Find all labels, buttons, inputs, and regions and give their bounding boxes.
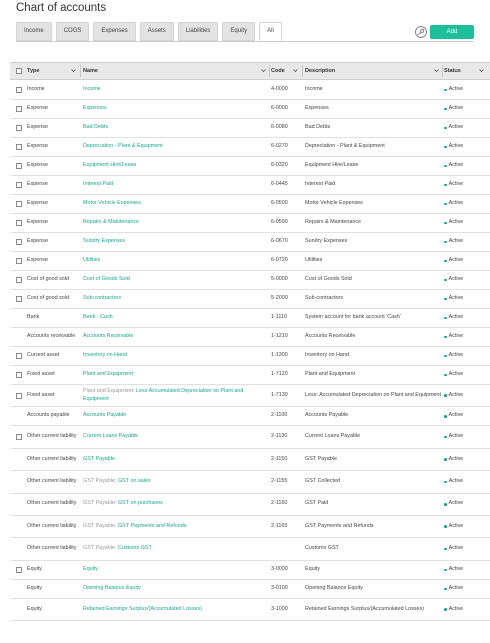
column-divider bbox=[80, 65, 81, 77]
account-type: Bank bbox=[27, 314, 40, 321]
account-code: 2-1150 bbox=[271, 455, 288, 462]
add-account-button[interactable]: Add bbox=[430, 25, 474, 39]
column-divider bbox=[302, 65, 303, 77]
status-text: Active bbox=[448, 565, 464, 572]
account-name-link[interactable]: Accounts Payable bbox=[83, 412, 127, 419]
account-code: 6-0000 bbox=[271, 105, 288, 112]
row-checkbox[interactable] bbox=[16, 434, 22, 440]
account-name-link[interactable]: Motor Vehicle Expenses bbox=[83, 200, 141, 207]
page-title: Chart of accounts bbox=[16, 2, 107, 14]
account-type: Income bbox=[27, 86, 45, 93]
tab-liabilities[interactable]: Liabilities bbox=[178, 22, 219, 41]
chevron-down-icon[interactable] bbox=[261, 68, 266, 73]
account-name-cell bbox=[83, 271, 269, 289]
account-type: Cost of good sold bbox=[27, 295, 69, 302]
account-code: 1-1110 bbox=[271, 314, 287, 321]
row-checkbox[interactable] bbox=[16, 277, 22, 283]
status-cell bbox=[444, 233, 488, 251]
account-name-link[interactable]: GST Payable bbox=[83, 455, 115, 462]
account-code: 1-1210 bbox=[271, 333, 288, 340]
account-name-cell bbox=[83, 290, 269, 308]
status-text: Active bbox=[448, 219, 464, 226]
status-dot-icon bbox=[444, 458, 447, 461]
account-type: Fixed asset bbox=[27, 391, 55, 398]
account-name-cell bbox=[83, 252, 269, 270]
account-type: Other current liability bbox=[27, 455, 77, 462]
account-code: 4-0000 bbox=[271, 86, 288, 93]
account-type: Expense bbox=[27, 200, 48, 207]
account-type: Other current liability bbox=[27, 500, 77, 507]
account-description: Inventory on Hand bbox=[305, 352, 350, 359]
account-description: GST Payable bbox=[305, 455, 337, 462]
account-name-cell bbox=[83, 100, 269, 118]
account-type: Other current liability bbox=[27, 522, 77, 529]
account-description: System account for bank account 'Cash' bbox=[305, 314, 401, 321]
account-name-cell bbox=[83, 580, 269, 598]
account-code: 6-0670 bbox=[271, 238, 288, 245]
row-checkbox[interactable] bbox=[16, 87, 22, 93]
parent-account-label: GST Payable: bbox=[83, 500, 118, 507]
account-code: 6-0270 bbox=[271, 143, 288, 150]
table-row[interactable] bbox=[10, 449, 490, 471]
account-name-link[interactable]: GST Payments and Refunds bbox=[117, 522, 187, 529]
status-dot-icon bbox=[444, 525, 447, 528]
status-cell bbox=[444, 516, 488, 537]
table-row[interactable] bbox=[10, 471, 490, 493]
status-cell bbox=[444, 81, 488, 99]
status-cell bbox=[444, 599, 488, 620]
row-checkbox[interactable] bbox=[16, 567, 22, 573]
status-text: Active bbox=[448, 545, 464, 552]
parent-account-label: GST Payable: bbox=[83, 477, 118, 484]
account-name-link[interactable]: Opening Balance Equity bbox=[83, 584, 141, 591]
status-dot-icon bbox=[444, 317, 447, 320]
status-cell bbox=[444, 385, 488, 406]
table-row[interactable] bbox=[10, 328, 490, 347]
status-text: Active bbox=[448, 295, 464, 302]
account-name-cell bbox=[83, 328, 269, 346]
status-dot-icon bbox=[444, 569, 447, 572]
account-name-link[interactable]: Income bbox=[83, 86, 101, 93]
table-row[interactable] bbox=[10, 100, 490, 119]
row-checkbox[interactable] bbox=[16, 353, 22, 359]
account-code: 2-1130 bbox=[271, 433, 288, 440]
table-row[interactable] bbox=[10, 271, 490, 290]
account-name-link[interactable]: Current Loans Payable bbox=[83, 433, 139, 440]
table-row[interactable] bbox=[10, 290, 490, 309]
account-type: Equity bbox=[27, 565, 42, 572]
table-row[interactable] bbox=[10, 426, 490, 448]
status-cell bbox=[444, 561, 488, 579]
account-name-link[interactable]: Repairs & Maintenance bbox=[83, 219, 140, 226]
account-name-link[interactable]: Sundry Expenses bbox=[83, 238, 126, 245]
status-cell bbox=[444, 119, 488, 137]
status-dot-icon bbox=[444, 503, 447, 506]
account-name-cell bbox=[83, 309, 269, 327]
table-row[interactable] bbox=[10, 157, 490, 176]
account-description: Customs GST bbox=[305, 545, 339, 552]
status-dot-icon bbox=[444, 355, 447, 358]
account-code: 3-0000 bbox=[271, 565, 288, 572]
status-dot-icon bbox=[444, 203, 447, 206]
account-name-link[interactable]: Depreciation - Plant & Equipment bbox=[83, 143, 163, 150]
status-text: Active bbox=[448, 257, 464, 264]
account-name-link[interactable]: Equity bbox=[83, 565, 98, 572]
account-code: 6-0080 bbox=[271, 124, 288, 131]
status-cell bbox=[444, 271, 488, 289]
status-dot-icon bbox=[444, 165, 447, 168]
account-name-link[interactable]: Expenses bbox=[83, 105, 107, 112]
status-dot-icon bbox=[444, 336, 447, 339]
table-row[interactable] bbox=[10, 138, 490, 157]
account-code: 1-7130 bbox=[271, 391, 288, 398]
chevron-down-icon[interactable] bbox=[293, 68, 298, 73]
status-text: Active bbox=[448, 455, 464, 462]
table-row[interactable] bbox=[10, 407, 490, 426]
table-row[interactable] bbox=[10, 347, 490, 366]
chevron-down-icon[interactable] bbox=[479, 68, 484, 73]
account-name-link[interactable]: Accounts Receivable bbox=[83, 333, 134, 340]
account-name-cell bbox=[83, 516, 269, 537]
status-cell bbox=[444, 138, 488, 156]
account-name-cell bbox=[83, 538, 269, 559]
status-text: Active bbox=[448, 181, 464, 188]
account-name-cell bbox=[83, 385, 269, 406]
account-name-cell bbox=[83, 494, 269, 515]
parent-account-label: GST Payable: bbox=[83, 545, 118, 552]
status-text: Active bbox=[448, 124, 464, 131]
status-dot-icon bbox=[444, 394, 447, 397]
status-cell bbox=[444, 214, 488, 232]
status-cell bbox=[444, 290, 488, 308]
column-divider bbox=[269, 65, 270, 77]
account-description: Retained Earnings Surplus/(Accumulated Losses) bbox=[305, 605, 424, 612]
tab-assets[interactable]: Assets bbox=[140, 22, 174, 41]
account-code: 5-0000 bbox=[271, 276, 288, 283]
account-code: 6-0320 bbox=[271, 162, 288, 169]
status-text: Active bbox=[448, 412, 464, 419]
account-name-cell bbox=[83, 426, 269, 447]
select-all-checkbox[interactable] bbox=[16, 68, 22, 74]
account-description: GST Collected bbox=[305, 477, 340, 484]
account-name-cell bbox=[83, 471, 269, 492]
account-description: Equity bbox=[305, 565, 320, 572]
status-dot-icon bbox=[444, 298, 447, 301]
status-text: Active bbox=[448, 500, 464, 507]
table-row[interactable] bbox=[10, 494, 490, 516]
column-header-name[interactable]: Name bbox=[83, 68, 98, 74]
account-description: Expenses bbox=[305, 105, 329, 112]
status-text: Active bbox=[448, 333, 464, 340]
account-code: 3-0100 bbox=[271, 584, 288, 591]
status-text: Active bbox=[448, 276, 464, 283]
status-text: Active bbox=[448, 238, 464, 245]
account-name-link[interactable]: Interest Paid bbox=[83, 181, 114, 188]
account-name-link[interactable]: Retained Earnings Surplus/(Accumulated Losses) bbox=[83, 605, 202, 612]
account-code: 3-1000 bbox=[271, 605, 288, 612]
status-dot-icon bbox=[444, 241, 447, 244]
account-type-tabs bbox=[16, 22, 282, 41]
account-name-link[interactable]: Plant and Equipment bbox=[83, 371, 134, 378]
tab-cogs[interactable]: COGS bbox=[56, 22, 90, 41]
account-name-cell bbox=[83, 449, 269, 470]
status-cell bbox=[444, 426, 488, 447]
status-dot-icon bbox=[444, 184, 447, 187]
status-dot-icon bbox=[444, 108, 447, 111]
row-checkbox[interactable] bbox=[16, 106, 22, 112]
tab-equity[interactable]: Equity bbox=[222, 22, 255, 41]
status-dot-icon bbox=[444, 415, 447, 418]
status-dot-icon bbox=[444, 374, 447, 377]
account-type: Accounts payable bbox=[27, 412, 70, 419]
table-row[interactable] bbox=[10, 195, 490, 214]
account-name-cell bbox=[83, 176, 269, 194]
account-name-link[interactable]: Utilities bbox=[83, 257, 101, 264]
status-cell bbox=[444, 195, 488, 213]
status-text: Active bbox=[448, 522, 464, 529]
account-code: 2-1100 bbox=[271, 412, 288, 419]
account-name-cell bbox=[83, 81, 269, 99]
account-name-link[interactable]: Bad Debts bbox=[83, 124, 109, 131]
status-cell bbox=[444, 449, 488, 470]
account-type: Expense bbox=[27, 257, 48, 264]
row-checkbox[interactable] bbox=[16, 201, 22, 207]
column-header-type[interactable]: Type bbox=[27, 68, 40, 74]
account-name-cell bbox=[83, 233, 269, 251]
status-cell bbox=[444, 309, 488, 327]
status-cell bbox=[444, 100, 488, 118]
account-name-link[interactable]: Bank - Cash bbox=[83, 314, 113, 321]
status-text: Active bbox=[448, 477, 464, 484]
account-type: Expense bbox=[27, 181, 48, 188]
status-dot-icon bbox=[444, 146, 447, 149]
account-type: Other current liability bbox=[27, 433, 77, 440]
status-dot-icon bbox=[444, 436, 447, 439]
account-code: 2-1165 bbox=[271, 522, 288, 529]
account-code: 6-0500 bbox=[271, 200, 288, 207]
status-dot-icon bbox=[444, 127, 447, 130]
status-text: Active bbox=[448, 352, 464, 359]
account-type: Accounts receivable bbox=[27, 333, 76, 340]
status-cell bbox=[444, 580, 488, 598]
table-row[interactable] bbox=[10, 580, 490, 599]
status-dot-icon bbox=[444, 89, 447, 92]
status-text: Active bbox=[448, 371, 464, 378]
status-dot-icon bbox=[444, 222, 447, 225]
account-name-cell bbox=[83, 407, 269, 425]
account-description: Cost of Goods Sold bbox=[305, 276, 352, 283]
table-row[interactable] bbox=[10, 233, 490, 252]
account-type: Expense bbox=[27, 105, 48, 112]
settings-button[interactable] bbox=[415, 26, 427, 38]
tab-divider bbox=[16, 41, 474, 42]
account-description: Accounts Payable bbox=[305, 412, 349, 419]
account-code: 6-0445 bbox=[271, 181, 288, 188]
account-type: Expense bbox=[27, 162, 48, 169]
account-name-link[interactable]: Cost of Goods Sold bbox=[83, 276, 130, 283]
account-description: Bad Debts bbox=[305, 124, 331, 131]
account-name-cell bbox=[83, 195, 269, 213]
status-text: Active bbox=[448, 433, 464, 440]
account-name-link[interactable]: GST on purchases bbox=[117, 500, 163, 507]
account-name-cell bbox=[83, 119, 269, 137]
column-header-status[interactable]: Status bbox=[444, 68, 461, 74]
account-description: Repairs & Maintenance bbox=[305, 219, 362, 226]
status-text: Active bbox=[448, 605, 464, 612]
status-dot-icon bbox=[444, 588, 447, 591]
row-checkbox[interactable] bbox=[16, 125, 22, 131]
account-description: Sub-contractors bbox=[305, 295, 344, 302]
table-row[interactable] bbox=[10, 309, 490, 328]
status-cell bbox=[444, 538, 488, 559]
status-dot-icon bbox=[444, 481, 447, 484]
table-row[interactable] bbox=[10, 516, 490, 538]
account-code: 2-1160 bbox=[271, 500, 288, 507]
account-type: Expense bbox=[27, 124, 48, 131]
status-text: Active bbox=[448, 105, 464, 112]
gear-icon bbox=[417, 28, 425, 36]
parent-account-label: Plant and Equipment: bbox=[83, 387, 137, 394]
account-description: Motor Vehicle Expenses bbox=[305, 200, 363, 207]
table-row[interactable] bbox=[10, 252, 490, 271]
account-name-link[interactable]: Less Accumulated Depreciation on Plant and Equipment bbox=[83, 387, 244, 402]
account-code: 1-7120 bbox=[271, 371, 288, 378]
account-name-link[interactable]: Equipment Hire/Lease bbox=[83, 162, 137, 169]
table-row[interactable] bbox=[10, 81, 490, 100]
account-type: Current asset bbox=[27, 352, 60, 359]
status-dot-icon bbox=[444, 260, 447, 263]
chevron-down-icon[interactable] bbox=[71, 68, 76, 73]
account-type: Expense bbox=[27, 219, 48, 226]
account-description: Current Loans Payable bbox=[305, 433, 361, 440]
status-cell bbox=[444, 407, 488, 425]
table-row[interactable] bbox=[10, 538, 490, 560]
account-code: 5-2000 bbox=[271, 295, 288, 302]
status-cell bbox=[444, 252, 488, 270]
account-code bbox=[271, 538, 303, 559]
account-description: Sundry Expenses bbox=[305, 238, 348, 245]
account-name-cell bbox=[83, 599, 269, 620]
account-description: Interest Paid bbox=[305, 181, 336, 188]
status-text: Active bbox=[448, 391, 464, 398]
row-checkbox[interactable] bbox=[16, 144, 22, 150]
account-name-link[interactable]: Customs GST bbox=[117, 545, 152, 552]
table-row[interactable] bbox=[10, 119, 490, 138]
column-header-description[interactable]: Description bbox=[305, 68, 336, 74]
account-description: Opening Balance Equity bbox=[305, 584, 363, 591]
account-code: 2-1155 bbox=[271, 477, 288, 484]
parent-account-label: GST Payable: bbox=[83, 522, 118, 529]
account-type: Equity bbox=[27, 605, 42, 612]
status-dot-icon bbox=[444, 608, 447, 611]
account-description: Less: Accumulated Depreciation on Plant and Equipment bbox=[305, 391, 442, 398]
tab-expenses[interactable]: Expenses bbox=[93, 22, 135, 41]
account-description: Utilities bbox=[305, 257, 323, 264]
status-cell bbox=[444, 328, 488, 346]
account-name-cell bbox=[83, 214, 269, 232]
account-description: Depreciation - Plant & Equipment bbox=[305, 143, 385, 150]
column-divider bbox=[442, 65, 443, 77]
account-type: Other current liability bbox=[27, 545, 77, 552]
row-checkbox[interactable] bbox=[16, 258, 22, 264]
row-checkbox[interactable] bbox=[16, 182, 22, 188]
account-description: GST Payments and Refunds bbox=[305, 522, 374, 529]
account-type: Other current liability bbox=[27, 477, 77, 484]
table-row[interactable] bbox=[10, 214, 490, 233]
status-text: Active bbox=[448, 314, 464, 321]
tab-income[interactable]: Income bbox=[16, 22, 52, 41]
row-checkbox[interactable] bbox=[16, 393, 22, 399]
account-description: Equipment Hire/Lease bbox=[305, 162, 359, 169]
account-name-cell bbox=[83, 561, 269, 579]
account-name-cell bbox=[83, 366, 269, 384]
status-text: Active bbox=[448, 143, 464, 150]
table-row[interactable] bbox=[10, 366, 490, 385]
row-checkbox[interactable] bbox=[16, 296, 22, 302]
status-text: Active bbox=[448, 584, 464, 591]
account-type: Expense bbox=[27, 238, 48, 245]
account-description: Income bbox=[305, 86, 323, 93]
status-cell bbox=[444, 176, 488, 194]
status-text: Active bbox=[448, 162, 464, 169]
column-header-code[interactable]: Code bbox=[271, 68, 285, 74]
status-text: Active bbox=[448, 200, 464, 207]
table-row[interactable] bbox=[10, 385, 490, 407]
account-type: Expense bbox=[27, 143, 48, 150]
account-type: Cost of good sold bbox=[27, 276, 69, 283]
account-code: 6-0590 bbox=[271, 219, 288, 226]
account-code: 1-1300 bbox=[271, 352, 288, 359]
row-checkbox[interactable] bbox=[16, 372, 22, 378]
account-name-cell bbox=[83, 157, 269, 175]
account-type: Equity bbox=[27, 584, 42, 591]
status-cell bbox=[444, 347, 488, 365]
account-description: Accounts Receivable bbox=[305, 333, 356, 340]
row-checkbox[interactable] bbox=[16, 220, 22, 226]
table-row[interactable] bbox=[10, 176, 490, 195]
account-type: Fixed asset bbox=[27, 371, 55, 378]
status-cell bbox=[444, 494, 488, 515]
tab-all[interactable]: All bbox=[259, 22, 282, 41]
account-name-cell bbox=[83, 347, 269, 365]
table-row[interactable] bbox=[10, 599, 490, 621]
account-code: 6-0720 bbox=[271, 257, 288, 264]
status-cell bbox=[444, 471, 488, 492]
status-text: Active bbox=[448, 86, 464, 93]
chevron-down-icon[interactable] bbox=[434, 68, 439, 73]
status-cell bbox=[444, 157, 488, 175]
account-name-link[interactable]: GST on sales bbox=[117, 477, 151, 484]
account-name-link[interactable]: Inventory on Hand bbox=[83, 352, 128, 359]
row-checkbox[interactable] bbox=[16, 163, 22, 169]
account-name-link[interactable]: Sub-contractors bbox=[83, 295, 122, 302]
table-header bbox=[10, 62, 490, 80]
account-name-cell bbox=[83, 138, 269, 156]
status-dot-icon bbox=[444, 548, 447, 551]
row-checkbox[interactable] bbox=[16, 239, 22, 245]
status-dot-icon bbox=[444, 279, 447, 282]
account-description: GST Paid bbox=[305, 500, 329, 507]
account-description: Plant and Equipment bbox=[305, 371, 356, 378]
status-cell bbox=[444, 366, 488, 384]
table-row[interactable] bbox=[10, 561, 490, 580]
